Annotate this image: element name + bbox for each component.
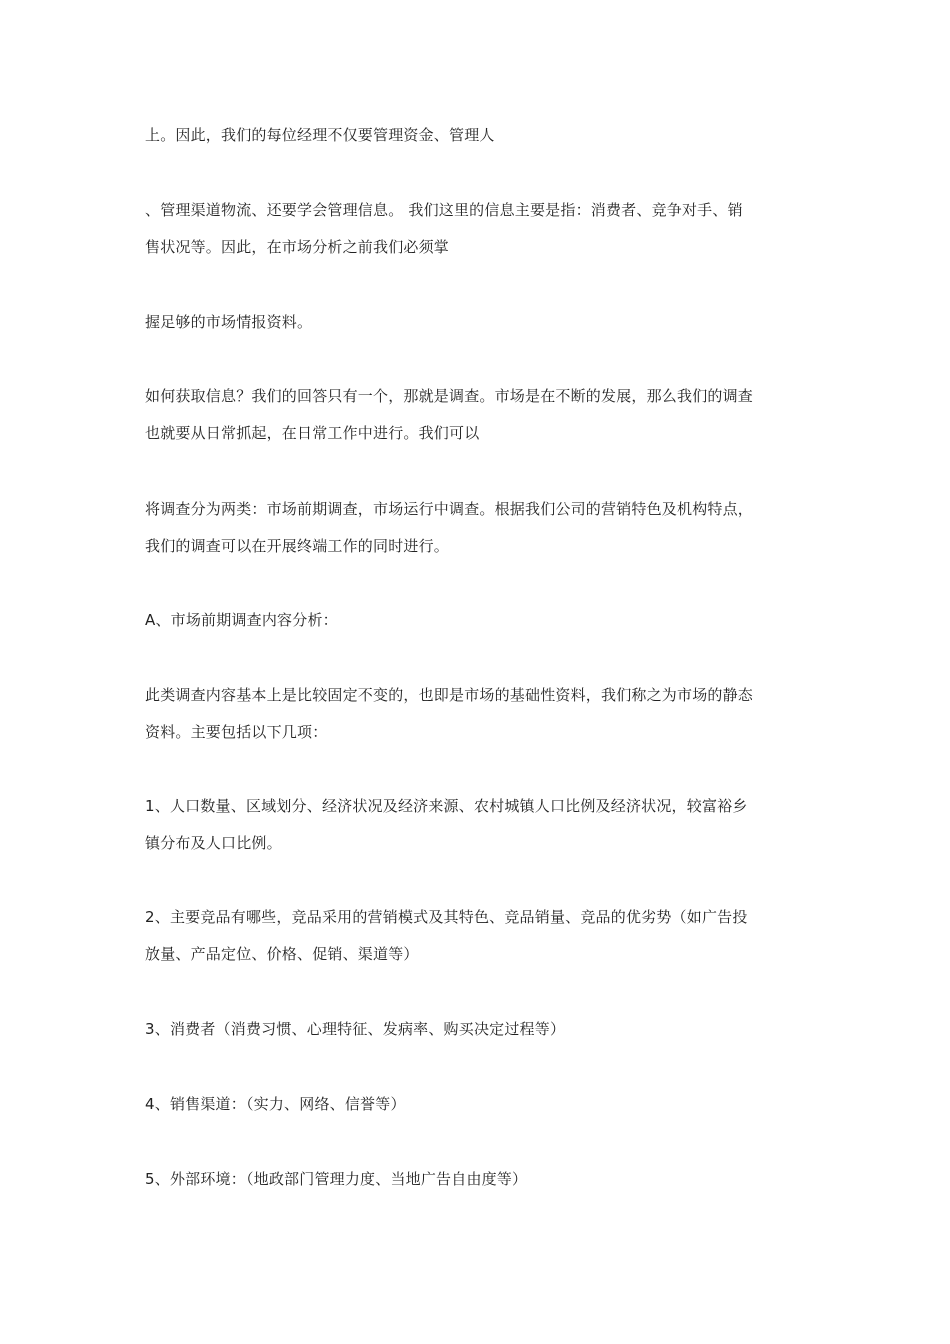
list-item-1 xyxy=(145,788,810,862)
text-line: 此类调查内容基本上是比较固定不变的，也即是市场的基础性资料，我们称之为市场的静态 xyxy=(145,686,754,704)
text-line: 2、主要竞品有哪些，竞品采用的营销模式及其特色、竞品销量、竞品的优劣势（如广告投 xyxy=(145,908,748,926)
text-line: 上。因此，我们的每位经理不仅要管理资金、管理人 xyxy=(145,126,495,144)
list-item-5 xyxy=(145,1161,810,1198)
list-item-4 xyxy=(145,1086,810,1123)
text-line: 1、人口数量、区域划分、经济状况及经济来源、农村城镇人口比例及经济状况，较富裕乡 xyxy=(145,797,748,815)
text-line: 也就要从日常抓起，在日常工作中进行。我们可以 xyxy=(145,424,480,442)
text-line: 3、消费者（消费习惯、心理特征、发病率、购买决定过程等） xyxy=(145,1020,566,1038)
paragraph-market-intelligence xyxy=(145,304,810,341)
text-line: 、管理渠道物流、还要学会管理信息。 我们这里的信息主要是指：消费者、竞争对手、销 xyxy=(145,201,743,219)
text-line: A、市场前期调查内容分析： xyxy=(145,611,338,629)
paragraph-static-data xyxy=(145,677,810,751)
text-line: 镇分布及人口比例。 xyxy=(145,834,282,852)
paragraph-how-to-get-info xyxy=(145,378,810,452)
list-item-2 xyxy=(145,899,810,973)
text-line: 我们的调查可以在开展终端工作的同时进行。 xyxy=(145,537,450,555)
text-line: 如何获取信息？我们的回答只有一个，那就是调查。市场是在不断的发展，那么我们的调查 xyxy=(145,387,754,405)
text-line: 4、销售渠道：（实力、网络、信誉等） xyxy=(145,1095,406,1113)
paragraph-information-definition xyxy=(145,192,810,266)
text-line: 放量、产品定位、价格、促销、渠道等） xyxy=(145,945,419,963)
text-line: 将调查分为两类：市场前期调查，市场运行中调查。根据我们公司的营销特色及机构特点， xyxy=(145,500,754,518)
text-line: 握足够的市场情报资料。 xyxy=(145,313,313,331)
list-item-3 xyxy=(145,1011,810,1048)
text-line: 售状况等。因此，在市场分析之前我们必须掌 xyxy=(145,238,450,256)
text-line: 资料。主要包括以下几项： xyxy=(145,723,328,741)
paragraph-survey-types xyxy=(145,491,810,565)
text-line: 5、外部环境：（地政部门管理力度、当地广告自由度等） xyxy=(145,1170,528,1188)
section-heading-a xyxy=(145,602,810,639)
paragraph-management-intro xyxy=(145,117,810,154)
